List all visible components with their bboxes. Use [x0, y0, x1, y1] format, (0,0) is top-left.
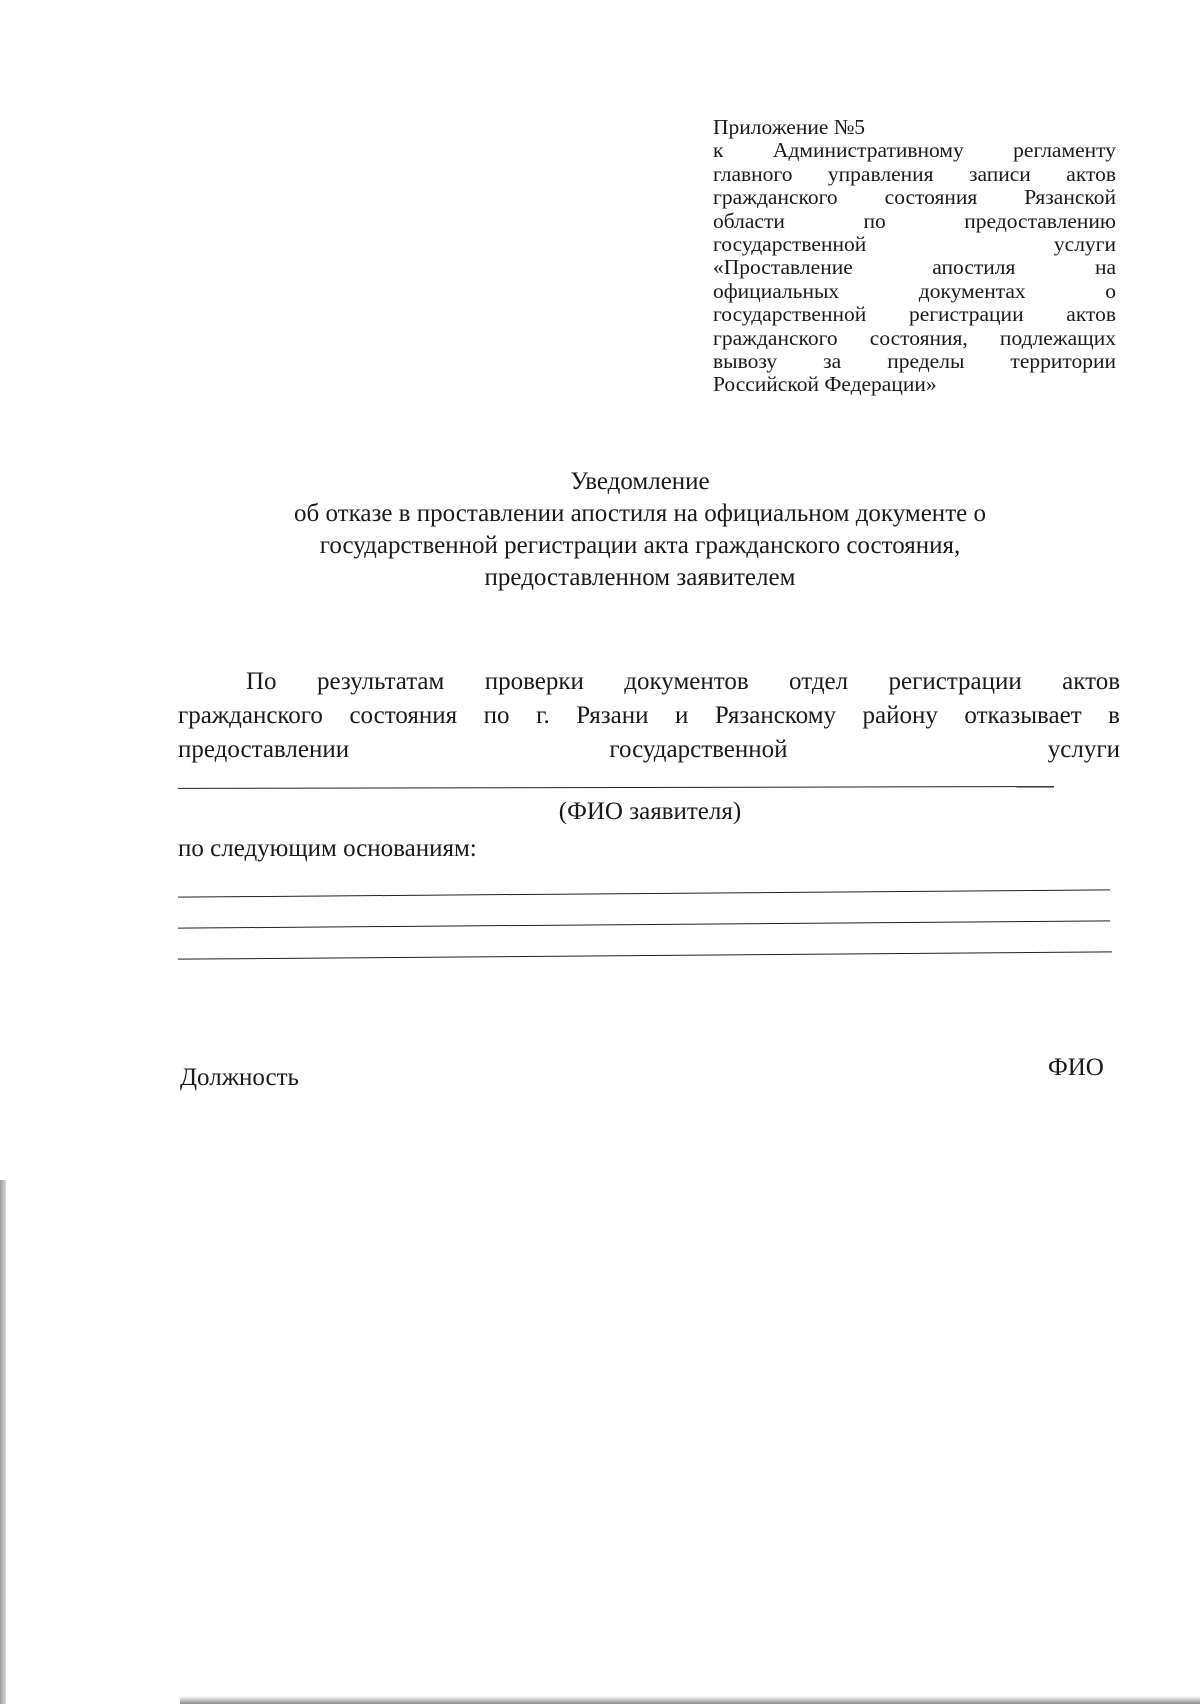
body-paragraph-line: гражданского состояния по г. Рязани и Рязанскому району отказывает в [178, 702, 1120, 729]
notice-subtitle-line: государственной регистрации акта гражданского состояния, [319, 532, 961, 559]
annex-line: государственной услуги [713, 232, 1116, 257]
body-paragraph-line: По результатам проверки документов отдел регистрации актов [246, 668, 1120, 695]
annex-title: Приложение №5 [713, 115, 866, 139]
annex-line: государственной регистрации актов [713, 302, 1116, 327]
annex-line: гражданского состояния, подлежащих [713, 325, 1116, 350]
annex-line: вывозу за пределы территории [713, 349, 1116, 374]
annex-line: Российской Федерации» [713, 372, 937, 397]
grounds-blank-line [178, 951, 1112, 959]
notice-title-block [200, 466, 1080, 594]
signatory-position-label: Должность [180, 1064, 299, 1091]
annex-line: к Административному регламенту [713, 138, 1116, 163]
signatory-name-label: ФИО [1048, 1054, 1104, 1081]
notice-subtitle-line: предоставленном заявителем [484, 564, 796, 591]
annex-line: главного управления записи актов [713, 161, 1116, 186]
notice-subtitle-line: об отказе в проставлении апостиля на официальном документе о [294, 500, 986, 527]
annex-line: области по предоставлению [713, 208, 1116, 233]
grounds-label: по следующим основаниям: [178, 835, 477, 862]
grounds-blank-line [178, 889, 1110, 897]
scan-shadow-left [0, 1180, 6, 1704]
grounds-blank-line [178, 920, 1110, 928]
annex-line: гражданского состояния Рязанской [713, 185, 1116, 210]
notice-heading: Уведомление [570, 468, 710, 495]
scan-shadow-bottom [180, 1696, 1200, 1704]
annex-block [713, 116, 1116, 397]
applicant-name-caption: (ФИО заявителя) [558, 798, 742, 825]
applicant-name-blank-line [178, 786, 1054, 789]
annex-line: «Проставление апостиля на [713, 255, 1116, 280]
body-paragraph-line: предоставлении государственной услуги [178, 736, 1120, 763]
annex-line: официальных документах о [713, 278, 1116, 303]
